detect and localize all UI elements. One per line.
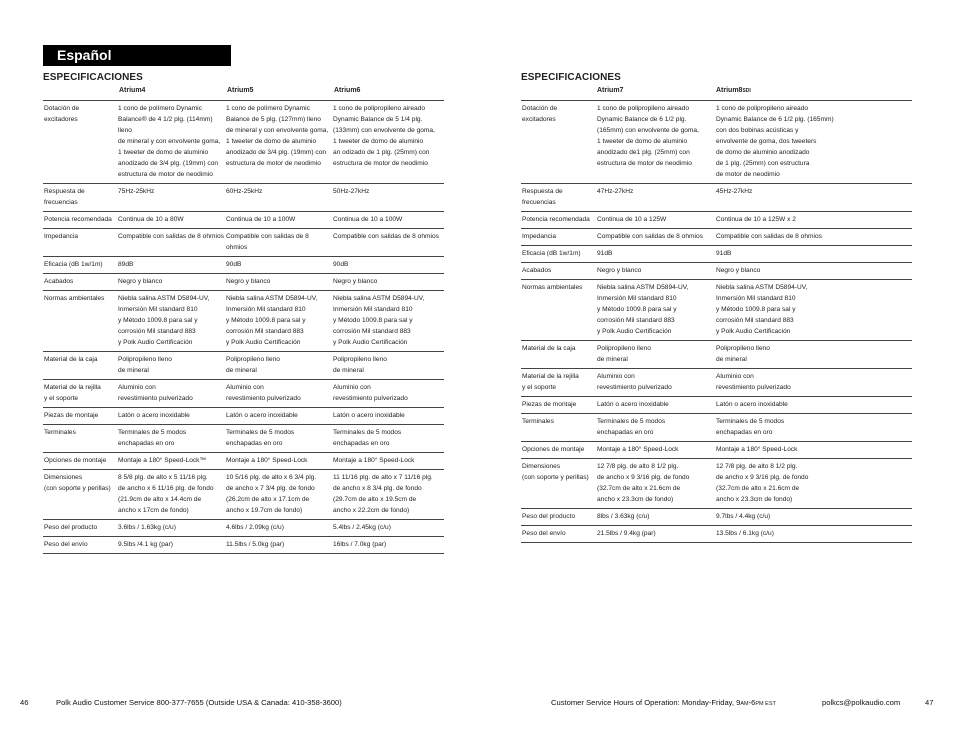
spec-value: Compatible con salidas de 8 ohmios — [333, 229, 444, 257]
spec-label: Dimensiones (con soporte y perillas) — [43, 470, 118, 520]
spec-label: Opciones de montaje — [521, 442, 597, 459]
spec-value: 90dB — [333, 257, 444, 274]
spec-label: Potencia recomendada — [521, 212, 597, 229]
spec-label: Dotación de excitadores — [521, 101, 597, 184]
spec-value: 9.5lbs /4.1 kg (par) — [118, 537, 226, 554]
spec-row — [521, 229, 912, 246]
spec-row — [521, 184, 912, 212]
spec-value: Continua de 10 a 100W — [226, 212, 333, 229]
spec-label: Material de la caja — [521, 341, 597, 369]
spec-value: 60Hz-25kHz — [226, 184, 333, 212]
spec-value: 75Hz-25kHz — [118, 184, 226, 212]
spec-value: 89dB — [118, 257, 226, 274]
spec-row — [43, 380, 444, 408]
spec-value: Terminales de 5 modos enchapadas en oro — [716, 414, 912, 442]
spec-value: Latón o acero inoxidable — [333, 408, 444, 425]
spec-value: Latón o acero inoxidable — [597, 397, 716, 414]
spec-row — [43, 453, 444, 470]
spec-value: 1 cono de polímero Dynamic Balance® de 4 1/2 plg. (114mm) lleno de mineral y con envolvente goma, 1 tweeter de domo de aluminio anodizado de 3/4 plg. (19mm) con estructura de motor de neodimio — [118, 101, 226, 184]
right-col-head-2: Atrium8SDI — [716, 87, 751, 94]
spec-label: Terminales — [43, 425, 118, 453]
spec-value: Montaje a 180° Speed-Lock — [226, 453, 333, 470]
spec-value: Montaje a 180° Speed-Lock™ — [118, 453, 226, 470]
spec-value: Latón o acero inoxidable — [118, 408, 226, 425]
right-page-number: 47 — [925, 698, 934, 707]
spec-value: Polipropileno lleno de mineral — [226, 352, 333, 380]
spec-value: Montaje a 180° Speed-Lock — [597, 442, 716, 459]
spec-value: 12 7/8 plg. de alto 8 1/2 plg. de ancho x 9 3/16 plg. de fondo (32.7cm de alto x 21.6cm de ancho x 23.3cm de fondo) — [716, 459, 912, 509]
spec-label: Eficacia (dB 1w/1m) — [43, 257, 118, 274]
spec-label: Respuesta de frecuencias — [43, 184, 118, 212]
spec-value: Niebla salina ASTM D5894-UV, Inmersión Mil standard 810 y Método 1009.8 para sal y corrosión Mil standard 883 y Polk Audio Certificación — [226, 291, 333, 352]
spec-value: Compatible con salidas de 8 ohmios — [226, 229, 333, 257]
spec-value: 47Hz-27kHz — [597, 184, 716, 212]
spec-label: Terminales — [521, 414, 597, 442]
spec-value: 1 cono de polímero Dynamic Balance de 5 plg. (127mm) lleno de mineral y con envolvente goma, 1 tweeter de domo de aluminio anodizado de 3/4 plg. (19mm) con estructura de motor de neodimio — [226, 101, 333, 184]
spec-value: Terminales de 5 modos enchapadas en oro — [226, 425, 333, 453]
spec-value: 5.4lbs / 2.45kg (c/u) — [333, 520, 444, 537]
spec-label: Dotación de excitadores — [43, 101, 118, 184]
right-spec-table — [521, 100, 912, 543]
spec-label: Material de la rejilla y el soporte — [43, 380, 118, 408]
spec-label: Peso del producto — [521, 509, 597, 526]
spec-value: Aluminio con revestimiento pulverizado — [226, 380, 333, 408]
spec-row — [521, 526, 912, 543]
left-specs-title: ESPECIFICACIONES — [43, 72, 143, 83]
spec-value: 1 cono de polipropileno aireado Dynamic Balance de 5 1/4 plg. (133mm) con envolvente de goma, 1 tweeter de domo de aluminio an odizado de 1 plg. (25mm) con estructura de motor de neodimio — [333, 101, 444, 184]
right-specs-title: ESPECIFICACIONES — [521, 72, 621, 83]
spec-value: 8 5/8 plg. de alto x 5 11/16 plg. de ancho x 6 11/16 plg. de fondo (21.9cm de alto x 14.4cm de ancho x 17cm de fondo) — [118, 470, 226, 520]
spec-value: Negro y blanco — [333, 274, 444, 291]
spec-value: Negro y blanco — [226, 274, 333, 291]
spec-label: Opciones de montaje — [43, 453, 118, 470]
spec-row — [521, 459, 912, 509]
spec-row — [521, 442, 912, 459]
spec-label: Peso del producto — [43, 520, 118, 537]
left-page-number: 46 — [20, 698, 29, 707]
spec-value: 91dB — [597, 246, 716, 263]
spec-value: 45Hz-27kHz — [716, 184, 912, 212]
spec-value: Negro y blanco — [716, 263, 912, 280]
spec-row — [521, 212, 912, 229]
spec-row — [43, 537, 444, 554]
spec-row — [43, 291, 444, 352]
spec-label: Acabados — [521, 263, 597, 280]
spec-row — [521, 369, 912, 397]
spec-row — [43, 408, 444, 425]
spec-value: 16lbs / 7.0kg (par) — [333, 537, 444, 554]
spec-row — [43, 470, 444, 520]
language-banner: Español — [43, 45, 231, 66]
spec-value: 13.5lbs / 6.1kg (c/u) — [716, 526, 912, 543]
spec-value: Negro y blanco — [597, 263, 716, 280]
right-footer-text: Customer Service Hours of Operation: Monday-Friday, 9AM-6PM EST — [551, 698, 776, 707]
spec-row — [43, 352, 444, 380]
spec-value: Continua de 10 a 80W — [118, 212, 226, 229]
spec-label: Peso del envío — [43, 537, 118, 554]
spec-row — [43, 425, 444, 453]
spec-value: 4.6lbs / 2.09kg (c/u) — [226, 520, 333, 537]
spec-row — [43, 229, 444, 257]
spec-row — [521, 263, 912, 280]
spec-label: Peso del envío — [521, 526, 597, 543]
spec-label: Acabados — [43, 274, 118, 291]
spec-value: Polipropileno lleno de mineral — [716, 341, 912, 369]
spec-value: 91dB — [716, 246, 912, 263]
spec-row — [43, 184, 444, 212]
spec-label: Respuesta de frecuencias — [521, 184, 597, 212]
spec-label: Impedancia — [521, 229, 597, 246]
spec-value: Terminales de 5 modos enchapadas en oro — [597, 414, 716, 442]
left-spec-table — [43, 100, 444, 554]
spec-value: 1 cono de polipropileno aireado Dynamic Balance de 6 1/2 plg. (165mm) con envolvente de goma, 1 tweeter de domo de aluminio anodizado de1 plg. (25mm) con estructura de motor de neodimio — [597, 101, 716, 184]
spec-value: 90dB — [226, 257, 333, 274]
spec-value: Compatible con salidas de 8 ohmios — [716, 229, 912, 246]
spec-row — [43, 274, 444, 291]
spec-value: Latón o acero inoxidable — [716, 397, 912, 414]
spec-value: 50Hz-27kHz — [333, 184, 444, 212]
spec-value: Compatible con salidas de 8 ohmios — [118, 229, 226, 257]
spec-value: Aluminio con revestimiento pulverizado — [716, 369, 912, 397]
spec-row — [521, 397, 912, 414]
spec-value: Continua de 10 a 100W — [333, 212, 444, 229]
spec-value: Compatible con salidas de 8 ohmios — [597, 229, 716, 246]
spec-value: Terminales de 5 modos enchapadas en oro — [333, 425, 444, 453]
spec-value: 1 cono de polipropileno aireado Dynamic Balance de 6 1/2 plg. (165mm) con dos bobinas acústicas y envolvente de goma, dos tweeters de domo de aluminio anodizado de 1 plg. (25mm) con estructura de motor de neodimio — [716, 101, 912, 184]
spec-value: Polipropileno lleno de mineral — [118, 352, 226, 380]
spec-value: 11.5lbs / 5.0kg (par) — [226, 537, 333, 554]
spec-value: Negro y blanco — [118, 274, 226, 291]
spec-value: Aluminio con revestimiento pulverizado — [333, 380, 444, 408]
spec-value: Continua de 10 a 125W x 2 — [716, 212, 912, 229]
spec-value: Niebla salina ASTM D5894-UV, Inmersión Mil standard 810 y Método 1009.8 para sal y corrosión Mil standard 883 y Polk Audio Certificación — [597, 280, 716, 341]
spec-value: 8lbs / 3.63kg (c/u) — [597, 509, 716, 526]
left-col-head-3: Atrium6 — [334, 87, 361, 94]
spec-row — [521, 414, 912, 442]
spec-row — [43, 257, 444, 274]
spec-label: Normas ambientales — [521, 280, 597, 341]
spec-row — [521, 246, 912, 263]
left-col-head-1: Atrium4 — [119, 87, 146, 94]
spec-label: Piezas de montaje — [43, 408, 118, 425]
spec-row — [43, 212, 444, 229]
spec-label: Dimensiones (con soporte y perillas) — [521, 459, 597, 509]
spec-row — [43, 101, 444, 184]
spec-label: Eficacia (dB 1w/1m) — [521, 246, 597, 263]
spec-value: Aluminio con revestimiento pulverizado — [118, 380, 226, 408]
spec-label: Material de la rejilla y el soporte — [521, 369, 597, 397]
spec-value: 11 11/16 plg. de alto x 7 11/16 plg. de ancho x 8 3/4 plg. de fondo (29.7cm de alto x 19.5cm de ancho x 22.2cm de fondo) — [333, 470, 444, 520]
spec-value: Terminales de 5 modos enchapadas en oro — [118, 425, 226, 453]
spec-label: Piezas de montaje — [521, 397, 597, 414]
spec-value: Niebla salina ASTM D5894-UV, Inmersión Mil standard 810 y Método 1009.8 para sal y corrosión Mil standard 883 y Polk Audio Certificación — [716, 280, 912, 341]
spec-row — [521, 341, 912, 369]
spec-value: Aluminio con revestimiento pulverizado — [597, 369, 716, 397]
spec-value: Montaje a 180° Speed-Lock — [716, 442, 912, 459]
left-col-head-2: Atrium5 — [227, 87, 254, 94]
spec-value: 12 7/8 plg. de alto 8 1/2 plg. de ancho x 9 3/16 plg. de fondo (32.7cm de alto x 21.6cm de ancho x 23.3cm de fondo) — [597, 459, 716, 509]
spec-label: Normas ambientales — [43, 291, 118, 352]
spec-value: 9.7lbs / 4.4kg (c/u) — [716, 509, 912, 526]
support-email[interactable]: polkcs@polkaudio.com — [822, 698, 901, 707]
spec-label: Impedancia — [43, 229, 118, 257]
spec-label: Material de la caja — [43, 352, 118, 380]
left-footer-text: Polk Audio Customer Service 800-377-7655 (Outside USA & Canada: 410-358-3600) — [56, 698, 342, 707]
spec-value: Polipropileno lleno de mineral — [597, 341, 716, 369]
spec-value: Niebla salina ASTM D5894-UV, Inmersión Mil standard 810 y Método 1009.8 para sal y corrosión Mil standard 883 y Polk Audio Certificación — [333, 291, 444, 352]
spec-row — [521, 280, 912, 341]
spec-label: Potencia recomendada — [43, 212, 118, 229]
spec-value: 3.6lbs / 1.63kg (c/u) — [118, 520, 226, 537]
spec-value: Latón o acero inoxidable — [226, 408, 333, 425]
spec-row — [43, 520, 444, 537]
spec-row — [521, 101, 912, 184]
spec-value: Continua de 10 a 125W — [597, 212, 716, 229]
right-col-head-1: Atrium7 — [597, 87, 624, 94]
spec-value: Niebla salina ASTM D5894-UV, Inmersión Mil standard 810 y Método 1009.8 para sal y corrosión Mil standard 883 y Polk Audio Certificación — [118, 291, 226, 352]
spec-value: 10 5/16 plg. de alto x 6 3/4 plg. de ancho x 7 3/4 plg. de fondo (26.2cm de alto x 17.1cm de ancho x 19.7cm de fondo) — [226, 470, 333, 520]
spec-value: Montaje a 180° Speed-Lock — [333, 453, 444, 470]
spec-value: Polipropileno lleno de mineral — [333, 352, 444, 380]
spec-row — [521, 509, 912, 526]
spec-value: 21.5lbs / 9.4kg (par) — [597, 526, 716, 543]
